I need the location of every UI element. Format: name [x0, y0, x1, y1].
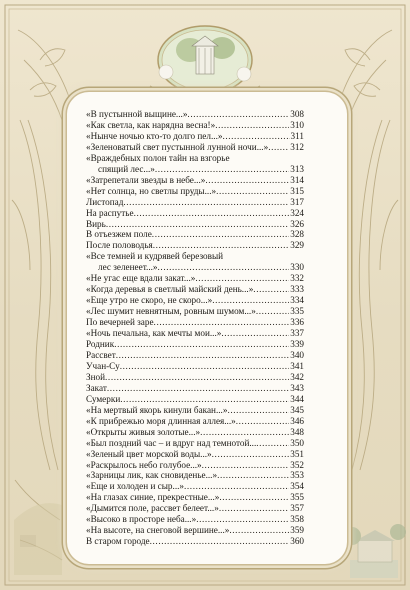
toc-entry	[86, 120, 304, 131]
toc-entry	[86, 449, 304, 460]
toc-page-number: 329	[290, 240, 304, 251]
toc-page-number: 332	[290, 273, 304, 284]
toc-page-number: 335	[290, 306, 304, 317]
toc-leader-dots	[205, 175, 289, 186]
toc-page-number: 360	[290, 536, 304, 547]
toc-page-number: 312	[290, 141, 304, 152]
toc-page-number: 330	[290, 262, 304, 273]
toc-leader-dots	[116, 350, 289, 361]
toc-page-number: 333	[290, 284, 304, 295]
toc-entry-title: «Еще утро не скоро, не скоро...»	[86, 295, 213, 306]
toc-page-number: 343	[290, 382, 304, 393]
toc-entry	[86, 536, 304, 547]
toc-entry	[86, 131, 304, 142]
toc-leader-dots	[152, 229, 289, 240]
gazebo-vignette	[150, 26, 260, 94]
toc-entry	[86, 470, 304, 481]
toc-entry-title: «Затрепетали звезды в небе...»	[86, 174, 206, 185]
toc-entry-title: Рассвет	[86, 349, 116, 360]
toc-entry-title: Зной	[86, 371, 106, 382]
toc-entry-title: «На глазах синие, прекрестные...»	[86, 492, 220, 503]
toc-leader-dots	[106, 219, 289, 230]
toc-page-number: 345	[290, 404, 304, 415]
toc-leader-dots	[212, 295, 289, 306]
toc-entry-title: «Как светла, как нарядна весна!»	[86, 119, 216, 130]
toc-leader-dots	[219, 503, 289, 514]
toc-entry-title: Закат	[86, 382, 107, 393]
toc-entry	[86, 394, 304, 405]
toc-leader-dots	[253, 284, 289, 295]
toc-leader-dots	[200, 427, 289, 438]
toc-page-number: 354	[290, 481, 304, 492]
toc-leader-dots	[134, 208, 290, 219]
toc-leader-dots	[107, 383, 289, 394]
toc-page-number: 326	[290, 218, 304, 229]
toc-entry	[86, 142, 304, 153]
toc-page-number: 334	[290, 295, 304, 306]
toc-leader-dots	[187, 109, 289, 120]
toc-entry	[86, 383, 304, 394]
toc-entry	[86, 361, 304, 372]
table-of-contents	[86, 109, 304, 547]
toc-entry-title: «Ночь печальна, как мечты мои...»	[86, 328, 222, 339]
toc-page-number: 351	[290, 448, 304, 459]
toc-leader-dots	[155, 164, 289, 175]
toc-entry-title: В старом городе	[86, 536, 150, 547]
toc-entry	[86, 328, 304, 339]
toc-entry-title: «Высоко в просторе неба...»	[86, 514, 197, 525]
toc-entry	[86, 295, 304, 306]
toc-entry	[86, 460, 304, 471]
toc-leader-dots	[268, 142, 289, 153]
toc-entry	[86, 197, 304, 208]
toc-leader-dots	[120, 361, 290, 372]
toc-entry	[86, 438, 304, 449]
toc-entry-title: «В пустынной выщине...»	[86, 109, 188, 119]
toc-page-number: 358	[290, 514, 304, 525]
toc-entry	[86, 164, 304, 175]
toc-entry-lead-line: «Все темней и кудрявей березовый	[86, 251, 224, 262]
toc-page-number: 341	[290, 360, 304, 371]
toc-entry	[86, 219, 304, 230]
left-column-ornament	[12, 30, 70, 560]
toc-leader-dots	[195, 273, 289, 284]
toc-leader-dots	[212, 449, 290, 460]
toc-entry-title: «Дымится поле, рассвет белеет...»	[86, 503, 219, 514]
toc-entry	[86, 175, 304, 186]
toc-entry-title: «Когда деревья в светлый майский день...»	[86, 284, 254, 295]
toc-entry-title: Листопад	[86, 196, 124, 207]
toc-page-number: 310	[290, 119, 304, 130]
toc-leader-dots	[217, 470, 289, 481]
toc-leader-dots	[256, 306, 289, 317]
toc-leader-dots	[158, 262, 290, 273]
toc-page-number: 317	[290, 196, 304, 207]
toc-entry-title: «Зеленый цвет морской воды...»	[86, 448, 212, 459]
landscape-left	[14, 503, 62, 575]
toc-entry-title: «Раскрылось небо голубое...»	[86, 459, 202, 470]
toc-page-number: 314	[290, 174, 304, 185]
toc-page-number: 308	[290, 109, 304, 119]
toc-leader-dots	[236, 416, 289, 427]
toc-entry-title: «На высоте, на снеговой вершине...»	[86, 525, 230, 536]
toc-page-number: 352	[290, 459, 304, 470]
toc-entry-title: «Зеленоватый свет пустынной лунной ночи...»	[86, 141, 269, 152]
toc-entry-lead-line: «Враждебных полон тайн на взгорье	[86, 152, 230, 163]
toc-page-number: 342	[290, 371, 304, 382]
landscape-right	[343, 524, 406, 578]
toc-page-number: 355	[290, 492, 304, 503]
toc-page-number: 346	[290, 415, 304, 426]
toc-entry-title: После половодья	[86, 240, 153, 251]
toc-entry-title: Учан-Су	[86, 360, 120, 371]
right-column-ornament	[340, 30, 398, 470]
toc-entry	[86, 427, 304, 438]
toc-entry	[86, 416, 304, 427]
toc-leader-dots	[256, 438, 289, 449]
toc-entry-title: На распутье	[86, 207, 134, 218]
toc-leader-dots	[222, 131, 289, 142]
toc-entry	[86, 262, 304, 273]
toc-page-number: 340	[290, 349, 304, 360]
toc-entry	[86, 503, 304, 514]
toc-leader-dots	[215, 120, 289, 131]
toc-entry	[86, 339, 304, 350]
toc-leader-dots	[123, 197, 289, 208]
toc-entry-title: По вечерней заре	[86, 317, 154, 328]
toc-page-number: 324	[290, 207, 304, 218]
toc-entry-title: «На мертвый якорь кинули бакан...»	[86, 404, 228, 415]
toc-entry-title: «Открыты живыя золотые...»	[86, 426, 201, 437]
toc-entry-title: «Не угас еще вдали закат...»	[86, 273, 196, 284]
toc-entry-title: «Лес шумит невнятным, ровным шумом...»	[86, 306, 256, 317]
toc-page-number: 313	[290, 163, 304, 174]
toc-leader-dots	[154, 317, 290, 328]
toc-entry	[86, 186, 304, 197]
toc-page-number: 357	[290, 503, 304, 514]
toc-page-number: 353	[290, 470, 304, 481]
toc-leader-dots	[196, 514, 289, 525]
toc-leader-dots	[221, 328, 289, 339]
toc-entry-title: «Зарницы лик, как сновиденье...»	[86, 470, 218, 481]
toc-entry	[86, 492, 304, 503]
toc-entry	[86, 317, 304, 328]
toc-leader-dots	[114, 339, 289, 350]
toc-page-number: 328	[290, 229, 304, 240]
toc-page-number: 339	[290, 339, 304, 350]
toc-leader-dots	[227, 405, 289, 416]
toc-entry-title: Родник	[86, 339, 115, 350]
toc-entry	[86, 208, 304, 219]
toc-page-number: 311	[290, 130, 304, 141]
toc-entry-title: В отъезжем поле	[86, 229, 152, 240]
toc-entry	[86, 405, 304, 416]
toc-page-number: 359	[290, 525, 304, 536]
toc-leader-dots	[153, 240, 289, 251]
toc-entry-title: «Еще и холоден и сыр...»	[86, 481, 185, 492]
toc-entry	[86, 372, 304, 383]
toc-page-number: 344	[290, 393, 304, 404]
toc-leader-dots	[216, 186, 289, 197]
toc-leader-dots	[105, 372, 289, 383]
toc-entry	[86, 284, 304, 295]
toc-leader-dots	[184, 481, 289, 492]
toc-page-number: 315	[290, 185, 304, 196]
toc-leader-dots	[150, 536, 290, 547]
toc-entry-title: «Нынче ночью кто-то долго пел...»	[86, 130, 223, 141]
toc-entry	[86, 273, 304, 284]
toc-entry	[86, 525, 304, 536]
toc-page-number: 336	[290, 317, 304, 328]
toc-leader-dots	[120, 394, 289, 405]
toc-leader-dots	[219, 492, 289, 503]
toc-entry	[86, 514, 304, 525]
toc-entry-title: лес зеленеет...»	[98, 262, 158, 273]
toc-leader-dots	[202, 460, 290, 471]
toc-page-number: 350	[290, 437, 304, 448]
toc-entry	[86, 229, 304, 240]
toc-entry	[86, 109, 304, 120]
toc-entry	[86, 306, 304, 317]
toc-entry-title: Вирь	[86, 218, 106, 229]
toc-entry	[86, 350, 304, 361]
toc-entry-title: «Был поздний час – и вдруг над темнотой...	[86, 437, 257, 448]
toc-entry-title: «Нет солнца, но светлы пруды...»	[86, 185, 217, 196]
toc-leader-dots	[229, 525, 289, 536]
toc-entry	[86, 240, 304, 251]
toc-entry-title: спящий лес...»	[98, 163, 155, 174]
toc-page-number: 337	[290, 328, 304, 339]
toc-page-number: 348	[290, 426, 304, 437]
toc-entry-title: «К прибрежью моря длинная аллея...»	[86, 415, 236, 426]
toc-entry	[86, 481, 304, 492]
toc-entry-title: Сумерки	[86, 393, 121, 404]
